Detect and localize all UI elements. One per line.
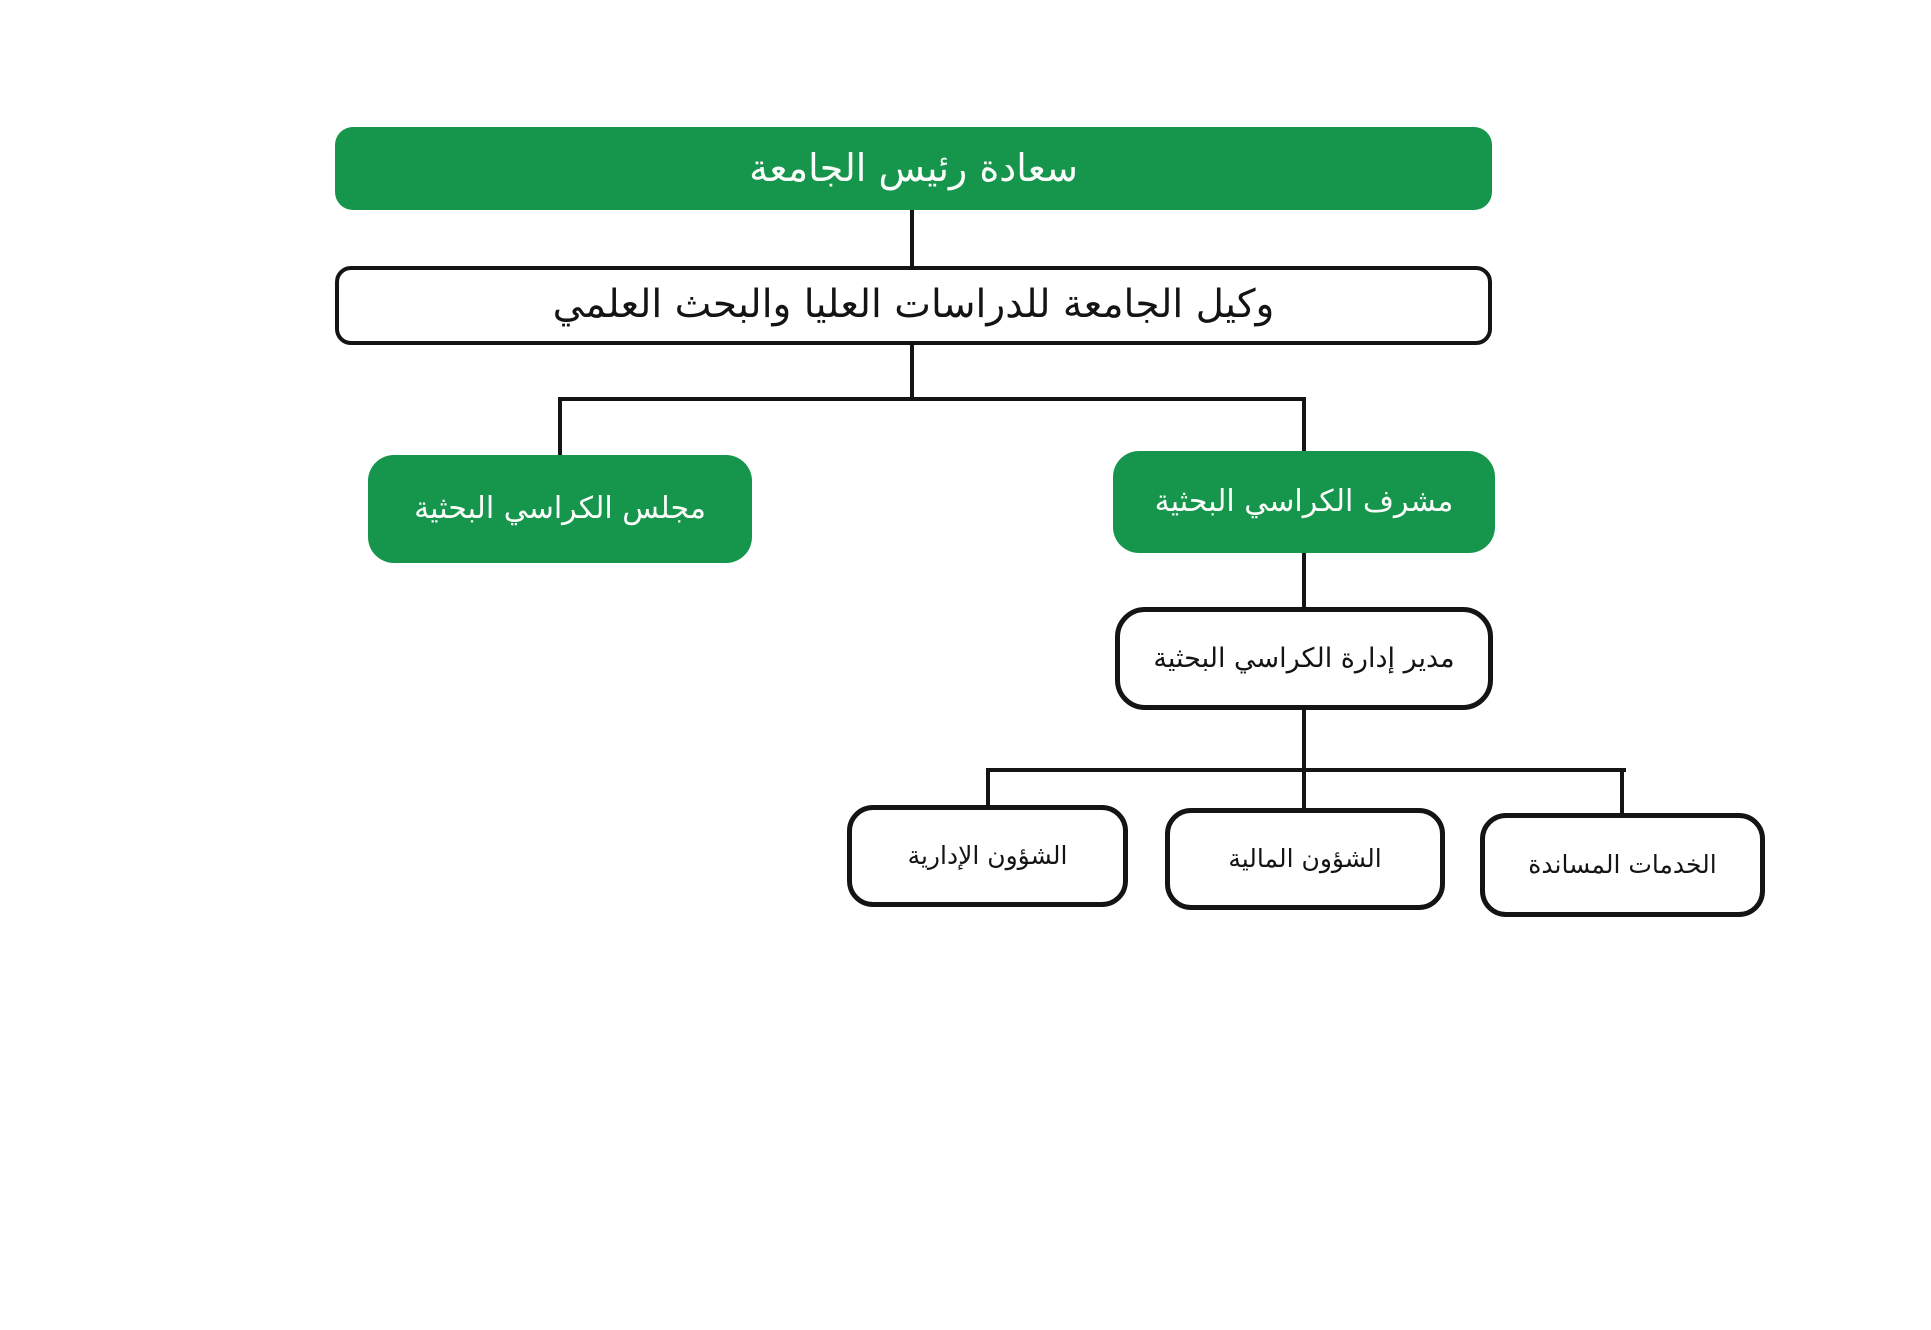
- connector-branch-bar-level3: [558, 397, 1306, 401]
- connector-to-council: [558, 397, 562, 457]
- node-council-label: مجلس الكراسي البحثية: [414, 491, 706, 527]
- node-financial-affairs-label: الشؤون المالية: [1228, 844, 1382, 874]
- node-admin-affairs-label: الشؤون الإدارية: [907, 841, 1068, 871]
- node-admin-affairs: [847, 805, 1128, 907]
- node-director-label: مدير إدارة الكراسي البحثية: [1153, 642, 1455, 674]
- node-vice-president: [335, 266, 1492, 345]
- node-support-services-label: الخدمات المساندة: [1528, 850, 1717, 880]
- node-supervisor-label: مشرف الكراسي البحثية: [1154, 484, 1454, 520]
- node-supervisor: [1113, 451, 1495, 553]
- node-financial-affairs: [1165, 808, 1445, 910]
- connector-to-support-services: [1620, 768, 1624, 815]
- connector-to-supervisor: [1302, 397, 1306, 453]
- node-support-services: [1480, 813, 1765, 917]
- node-council: [368, 455, 752, 563]
- connector-to-financial-affairs: [1302, 768, 1306, 810]
- node-director: [1115, 607, 1493, 710]
- connector-director-drop: [1302, 710, 1306, 770]
- connector-supervisor-director: [1302, 553, 1306, 609]
- node-vice-president-label: وكيل الجامعة للدراسات العليا والبحث العلمي: [552, 282, 1275, 328]
- node-president: [335, 127, 1492, 210]
- connector-vice-drop: [910, 345, 914, 399]
- connector-branch-bar-level5: [986, 768, 1626, 772]
- connector-to-admin-affairs: [986, 768, 990, 807]
- connector-president-vice: [910, 210, 914, 268]
- node-president-label: سعادة رئيس الجامعة: [749, 145, 1078, 190]
